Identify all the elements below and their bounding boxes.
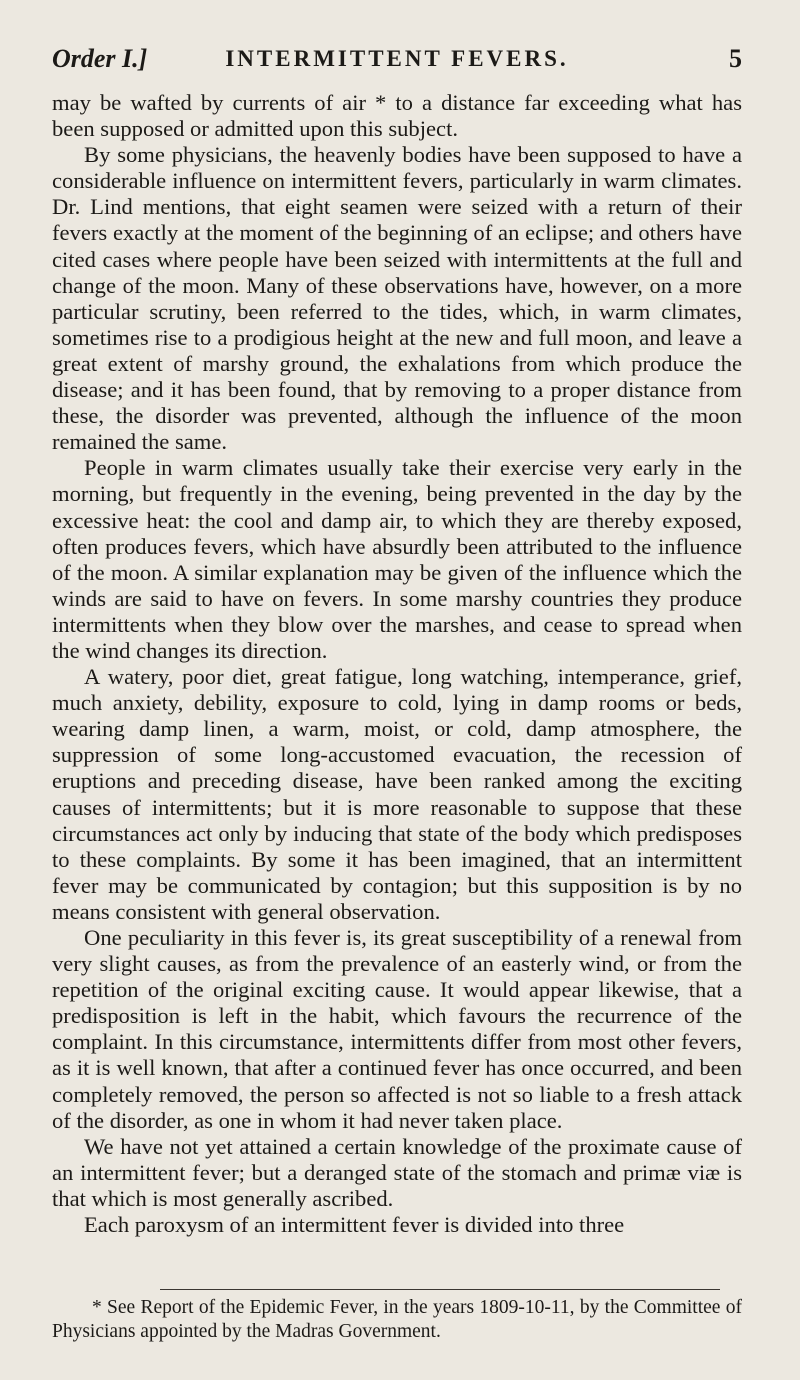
paragraph-exciting-causes: A watery, poor diet, great fatigue, long watching, intemperance, grief, much anxiety, debility, exposure to cold, lying in damp rooms or beds, wearing damp linen, a warm, moist, or cold, damp atmosphere, the suppression of some long-accustomed evacuation, the recession of eruptions and preceding disease, have been ranked among the exciting causes of intermittents; but it is more reasonable to suppose that these circumstances act only by inducing that state of the body which predisposes to these complaints. By some it has been imagined, that an intermittent fever may be communicated by contagion; but this supposition is by no means consistent with general observation. <box>52 664 742 924</box>
footnote-text: * See Report of the Epidemic Fever, in the years 1809-10-11, by the Committee of Physicians appointed by the Madras Government. <box>52 1297 742 1342</box>
paragraph-paroxysm: Each paroxysm of an intermittent fever is divided into three <box>84 1212 625 1238</box>
paragraph-heavenly-bodies: By some physicians, the heavenly bodies have been supposed to have a considerable influence on intermittent fevers, particularly in warm climates. Dr. Lind mentions, that eight seamen were seized with a return of their fevers exactly at the moment of the beginning of an eclipse; and others have cited cases where people have been seized with intermittents at the full and change of the moon. Many of these observations have, however, on a more particular scrutiny, been referred to the tides, which, in warm climates, sometimes rise to a prodigious height at the new and full moon, and leave a great extent of marshy ground, the exhalations from which produce the disease; and it has been found, that by removing to a proper distance from these, the disorder was prevented, although the influence of the moon remained the same. <box>52 142 742 455</box>
footnote <box>52 1296 742 1344</box>
footnote-rule <box>160 1289 720 1290</box>
running-head-section: Order I.] <box>52 44 148 73</box>
paragraph-proximate-cause: We have not yet attained a certain knowledge of the proximate cause of an intermittent fever; but a deranged state of the stomach and primæ viæ is that which is most generally ascribed. <box>52 1133 742 1211</box>
running-head <box>52 42 742 76</box>
paragraph-continued: may be wafted by currents of air * to a distance far exceeding what has been supposed or admitted upon this subject. <box>52 90 742 142</box>
paragraph-peculiarity: One peculiarity in this fever is, its great susceptibility of a renewal from very slight causes, as from the prevalence of an easterly wind, or from the repetition of the original exciting cause. It would appear likewise, that a predisposition is left in the habit, which favours the recurrence of the complaint. In this circumstance, intermittents differ from most other fevers, as it is well known, that after a continued fever has once occurred, and been completely removed, the person so affected is not so liable to a fresh attack of the disorder, as one in whom it had never taken place. <box>52 925 742 1133</box>
running-head-title: INTERMITTENT FEVERS. <box>225 46 569 71</box>
paragraph-warm-climates: People in warm climates usually take their exercise very early in the morning, but frequently in the evening, being prevented in the day by the excessive heat: the cool and damp air, to which they are thereby exposed, often produces fevers, which have absurdly been attributed to the influence of the moon. A similar explanation may be given of the influence which the winds are said to have on fevers. In some marshy countries they produce intermittents when they blow over the marshes, and cease to spread when the wind changes its direction. <box>52 455 742 663</box>
page-number: 5 <box>729 44 742 73</box>
body-text <box>52 90 742 1238</box>
